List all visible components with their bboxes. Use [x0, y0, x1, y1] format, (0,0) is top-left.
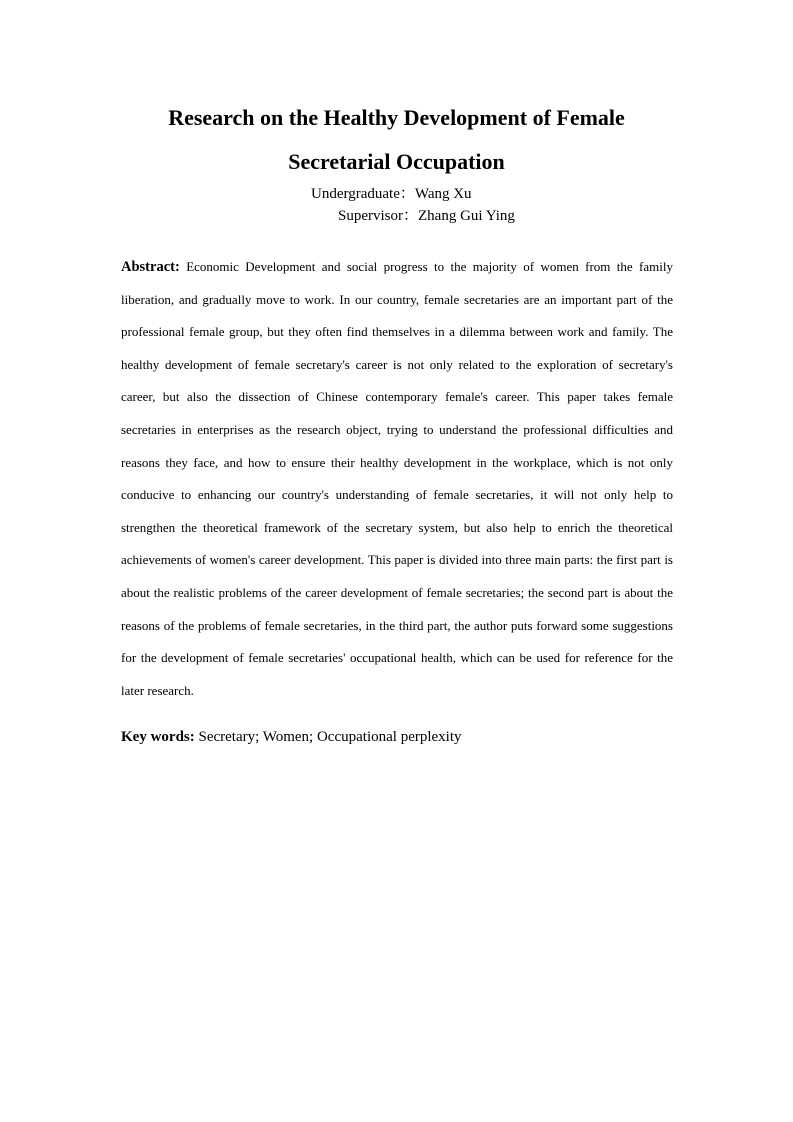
abstract-label: Abstract:	[121, 259, 180, 275]
abstract-paragraph	[121, 251, 673, 707]
supervisor-name: Zhang Gui Ying	[418, 208, 515, 224]
keywords-text: Secretary; Women; Occupational perplexity	[194, 729, 462, 745]
keywords-label: Key words:	[121, 729, 195, 745]
title-line-2: Secretarial Occupation	[288, 149, 505, 174]
title-line-1: Research on the Healthy Development of Female	[168, 105, 625, 130]
undergraduate-line	[311, 184, 472, 204]
supervisor-line	[338, 206, 515, 226]
undergraduate-name: Wang Xu	[414, 186, 472, 202]
abstract-text: Economic Development and social progress to the majority of women from the family liberation, and gradually move to work. In our country, female secretaries are an important part of the professional female group, but they often find themselves in a dilemma between work and family. The healthy development of female secretary's career is not only related to the exploration of secretary's career, but also the dissection of Chinese contemporary female's career. This paper takes female secretaries in enterprises as the research object, trying to understand the professional difficulties and reasons they face, and how to ensure their healthy development in the workplace, which is not only conducive to enhancing our country's understanding of female secretaries, it will not only help to strengthen the theoretical framework of the secretary system, but also help to enrich the theoretical achievements of women's career development. This paper is divided into three main parts: the first part is about the realistic problems of the career development of female secretaries; the second part is about the reasons of the problems of female secretaries, in the third part, the author puts forward some suggestions for the development of female secretaries' occupational health, which can be used for reference for the later research.	[121, 259, 673, 698]
undergraduate-label: Undergraduate：	[311, 186, 415, 202]
supervisor-label: Supervisor：	[338, 208, 418, 224]
keywords-line	[121, 727, 462, 747]
